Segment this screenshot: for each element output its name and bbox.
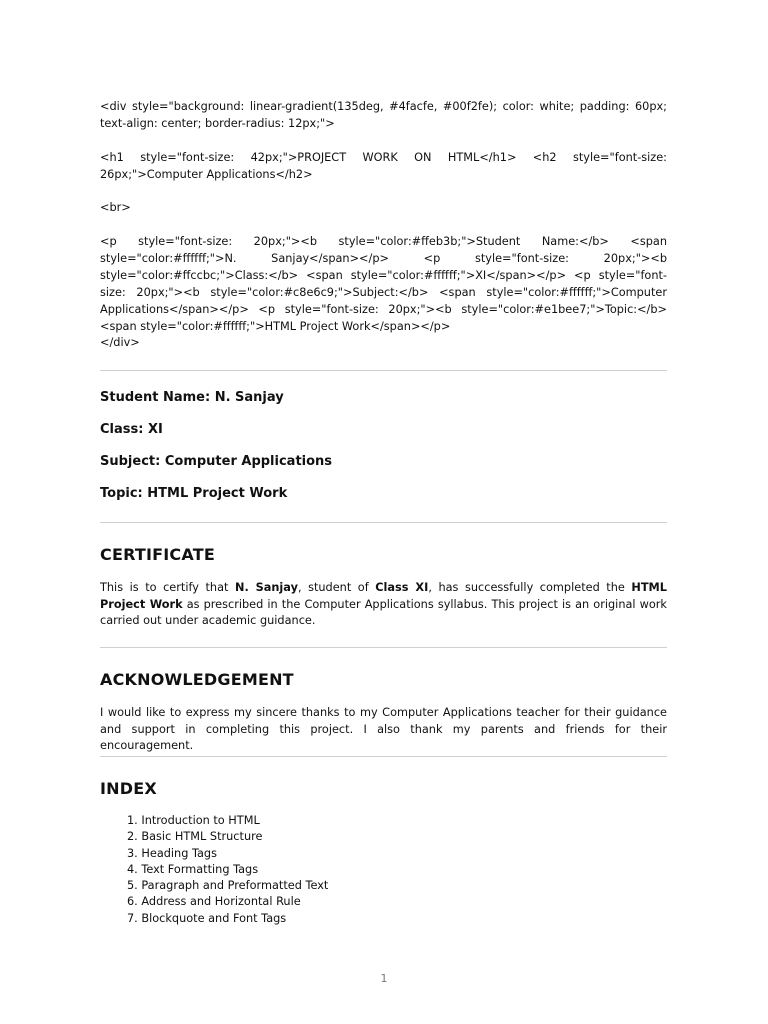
page-number: 1 — [380, 972, 388, 985]
index-list — [100, 813, 328, 927]
divider — [100, 647, 667, 648]
student-class: Class: XI — [100, 422, 163, 437]
certificate-heading: CERTIFICATE — [100, 545, 215, 564]
acknowledgement-text: I would like to express my sincere thanks to my Computer Applications teacher for their guidance and support in completing this project. I also thank my parents and friends for their encouragement. — [100, 706, 667, 752]
index-item: 4. Text Formatting Tags — [127, 862, 259, 876]
code-line-div-close: </div> — [100, 336, 140, 349]
divider — [100, 370, 667, 371]
index-item: 2. Basic HTML Structure — [127, 830, 263, 844]
index-item: 1. Introduction to HTML — [127, 814, 260, 827]
index-item: 6. Address and Horizontal Rule — [127, 895, 301, 909]
student-subject: Subject: Computer Applications — [100, 454, 333, 469]
code-line-paragraphs: <p style="font-size: 20px;"><b style="color:#ffeb3b;">Student Name:</b> <span style="color:#ffffff;">N. Sanjay</span></p> <p style="font-size: 20px;"><b style="color:#ffccbc;">Class:</b> <span style="color:#ffffff;">XI</span></p> <p style="font-size: 20px;"><b style="color:#c8e6c9;">Subject:</b> <span style="color:#ffffff;">Computer Applications</span></p> <p style="font-size: 20px;"><b style="color:#e1bee7;">Topic:</b> <span style="color:#ffffff;">HTML Project Work</span></p> — [100, 235, 667, 333]
certificate-text: This is to certify that N. Sanjay, student of Class XI, has successfully completed the HTML Project Work as prescribed in the Computer Applications syllabus. This project is an original work carried out under academic guidance. — [100, 581, 667, 627]
certificate-student-name: N. Sanjay — [234, 581, 298, 594]
certificate-class: Class XI — [375, 581, 429, 594]
index-item: 5. Paragraph and Preformatted Text — [127, 879, 329, 893]
certificate-project: HTML Project Work — [100, 581, 667, 611]
code-line-headings: <h1 style="font-size: 42px;">PROJECT WORK ON HTML</h1> <h2 style="font-size: 26px;">Computer Applications</h2> — [100, 151, 667, 181]
code-line-div-open: <div style="background: linear-gradient(135deg, #4facfe, #00f2fe); color: white; padding: 60px; text-align: center; border-radius: 12px;"> — [100, 100, 667, 130]
acknowledgement-heading: ACKNOWLEDGEMENT — [100, 670, 294, 689]
code-line-br: <br> — [100, 201, 131, 214]
index-heading: INDEX — [100, 779, 157, 798]
student-topic: Topic: HTML Project Work — [100, 486, 288, 501]
divider — [100, 756, 667, 757]
student-name: Student Name: N. Sanjay — [100, 390, 284, 405]
index-item: 3. Heading Tags — [127, 846, 217, 860]
index-item: 7. Blockquote and Font Tags — [127, 911, 287, 925]
divider — [100, 522, 667, 523]
